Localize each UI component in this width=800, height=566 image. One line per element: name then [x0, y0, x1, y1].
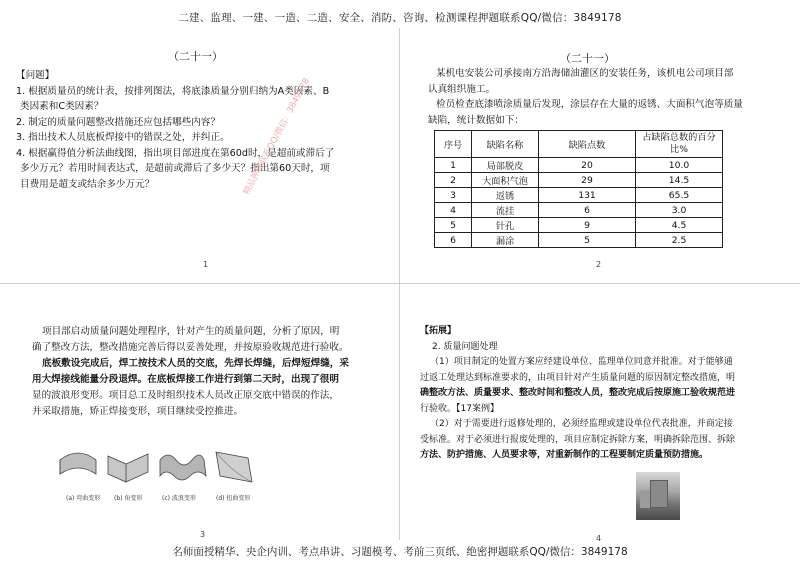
body-line: 受标准。对于必须进行报废处理的，项目应制定拆除方案，明确拆除范围、拆除 — [420, 434, 736, 445]
body-line: 用大焊接线能量分段退焊。在底板焊接工作进行到第二天时，出现了很明 — [32, 374, 339, 385]
table-row — [435, 188, 723, 203]
table-cell: 6 — [435, 233, 472, 248]
body-line: 2. 质量问题处理 — [432, 341, 498, 352]
angular-deformation-sketch — [108, 454, 148, 482]
body-line: 检员检查底漆喷涂质量后发现，涂层存在大量的返锈、大面积气泡等质量 — [436, 99, 743, 110]
watermark: 精品押题联系QQ/微信：3849178 — [241, 76, 312, 197]
table-cell: 大面积气泡 — [472, 173, 539, 188]
table-cell: 局部脱皮 — [472, 158, 539, 173]
table-cell: 14.5 — [636, 173, 723, 188]
page-2-body — [428, 66, 743, 128]
table-cell: 3 — [435, 188, 472, 203]
table-cell: 漏涂 — [472, 233, 539, 248]
body-line: 确了整改方法，整改措施完善后得以妥善处理，并按原验收规范进行验收。 — [32, 342, 349, 353]
table-cell: 1 — [435, 158, 472, 173]
page-number: 4 — [596, 534, 602, 543]
page-3-body — [32, 324, 349, 420]
question-line: 2. 制定的质量问题整改措施还应包括哪些内容？ — [16, 116, 221, 128]
table-cell: 20 — [539, 158, 636, 173]
table-header-cell: 缺陷名称 — [472, 131, 539, 158]
page-1 — [8, 36, 398, 286]
table-cell: 3.0 — [636, 203, 723, 218]
table-cell: 流挂 — [472, 203, 539, 218]
page-4 — [410, 300, 800, 550]
table-row — [435, 233, 723, 248]
table-row — [435, 173, 723, 188]
question-heading: 【问题】 — [16, 70, 55, 81]
defect-table — [434, 130, 723, 248]
table-cell: 9 — [539, 218, 636, 233]
figure-caption: (d) 扭曲变形 — [216, 495, 251, 502]
table-row — [435, 158, 723, 173]
table-row — [435, 218, 723, 233]
body-line: 方法、防护措施、人员要求等，对重新制作的工程要制定质量预防措施。 — [420, 450, 709, 460]
table-cell: 4 — [435, 203, 472, 218]
figure-caption: (a) 弯曲变形 — [66, 495, 101, 502]
document-header: 二建、监理、一建、一造、二造、安全、消防、咨询、检测课程押题联系QQ/微信：3849178 — [178, 12, 622, 24]
body-line: 底板敷设完成后，焊工按技术人员的交底，先焊长焊缝，后焊短焊缝，采 — [42, 358, 349, 369]
question-line: 3. 指出技术人员底板焊接中的错误之处，并纠正。 — [16, 132, 230, 143]
question-line: 目费用是超支或结余多少万元？ — [20, 178, 155, 190]
table-cell: 10.0 — [636, 158, 723, 173]
building-photo — [636, 472, 680, 520]
figure-caption: (c) 波浪变形 — [162, 495, 196, 502]
body-line: 某机电安装公司承接南方沿海储油灌区的安装任务，该机电公司项目部 — [436, 68, 734, 79]
building-shape — [650, 480, 668, 508]
table-header-cell: 缺陷点数 — [539, 131, 636, 158]
body-line: 确整改方法、质量要求、整改时间和整改人员，整改完成后按原施工验收规范进 — [420, 388, 736, 398]
page-number: 1 — [203, 260, 209, 269]
body-line: 显的波浪形变形。项目总工及时组织技术人员改正原交底中错误的作法， — [32, 390, 339, 401]
table-header-cell: 占缺陷总数的百分比% — [636, 131, 723, 158]
body-line: 项目部启动质量问题处理程序，针对产生的质量问题，分析了原因，明 — [42, 326, 340, 337]
table-cell: 4.5 — [636, 218, 723, 233]
page-2 — [410, 36, 800, 286]
table-cell: 131 — [539, 188, 636, 203]
figure-caption: (b) 角变形 — [114, 495, 143, 502]
table-cell: 65.5 — [636, 188, 723, 203]
table-row — [435, 203, 723, 218]
table-cell: 29 — [539, 173, 636, 188]
page-number: 2 — [596, 260, 602, 269]
table-cell: 返锈 — [472, 188, 539, 203]
table-cell: 2.5 — [636, 233, 723, 248]
question-line: 类因素和C类因素？ — [20, 101, 104, 112]
building-shape — [640, 490, 650, 508]
document-footer: 名师面授精华、央企内训、考点串讲、习题模考、考前三页纸、绝密押题联系QQ/微信：3849178 — [172, 546, 628, 558]
question-line: 4. 根据赢得值分析法曲线图，指出项目部进度在第60d时，是超前或滞后了 — [16, 147, 335, 159]
body-line: 缺陷，统计数据如下： — [428, 114, 524, 126]
body-line: （2）对于需要进行返修处理的，必须经监理或建设单位代表批准，并商定接 — [430, 419, 733, 429]
table-cell: 针孔 — [472, 218, 539, 233]
page-1-questions — [16, 68, 334, 192]
body-line: 认真组织施工。 — [428, 83, 496, 95]
extension-heading: 【拓展】 — [420, 326, 457, 336]
bending-deformation-sketch — [60, 453, 96, 474]
welding-deformation-figure — [56, 442, 256, 516]
body-line: 过返工处理达到标准要求的，由项目针对产生质量问题的原因制定整改措施，明 — [420, 372, 736, 383]
table-cell: 5 — [539, 233, 636, 248]
page-4-body — [420, 324, 735, 464]
page-1-title: （二十一） — [168, 50, 223, 63]
twist-deformation-sketch — [216, 452, 252, 482]
body-line: 并采取措施，矫正焊接变形，项目继续受控推进。 — [32, 406, 244, 417]
body-line: （1）项目制定的处置方案应经建设单位、监理单位同意并批准。对于能够通 — [430, 357, 733, 367]
page-3 — [8, 300, 398, 550]
question-line: 多少万元？若用时间表达式，是超前或滞后了多少天？指出第60天时，项 — [20, 163, 330, 174]
body-line: 行验收。【17案例】 — [420, 403, 499, 414]
question-line: 1. 根据质量员的统计表，按排列图法，将底漆质量分别归纳为A类因素、B — [16, 85, 330, 97]
table-cell: 5 — [435, 218, 472, 233]
table-cell: 6 — [539, 203, 636, 218]
wave-deformation-sketch — [160, 455, 206, 480]
table-header-cell: 序号 — [435, 131, 472, 158]
page-number: 3 — [200, 530, 206, 539]
page-2-title: （二十一） — [560, 52, 615, 65]
table-header-row — [435, 131, 723, 158]
page-divider-vertical — [399, 28, 400, 540]
table-cell: 2 — [435, 173, 472, 188]
